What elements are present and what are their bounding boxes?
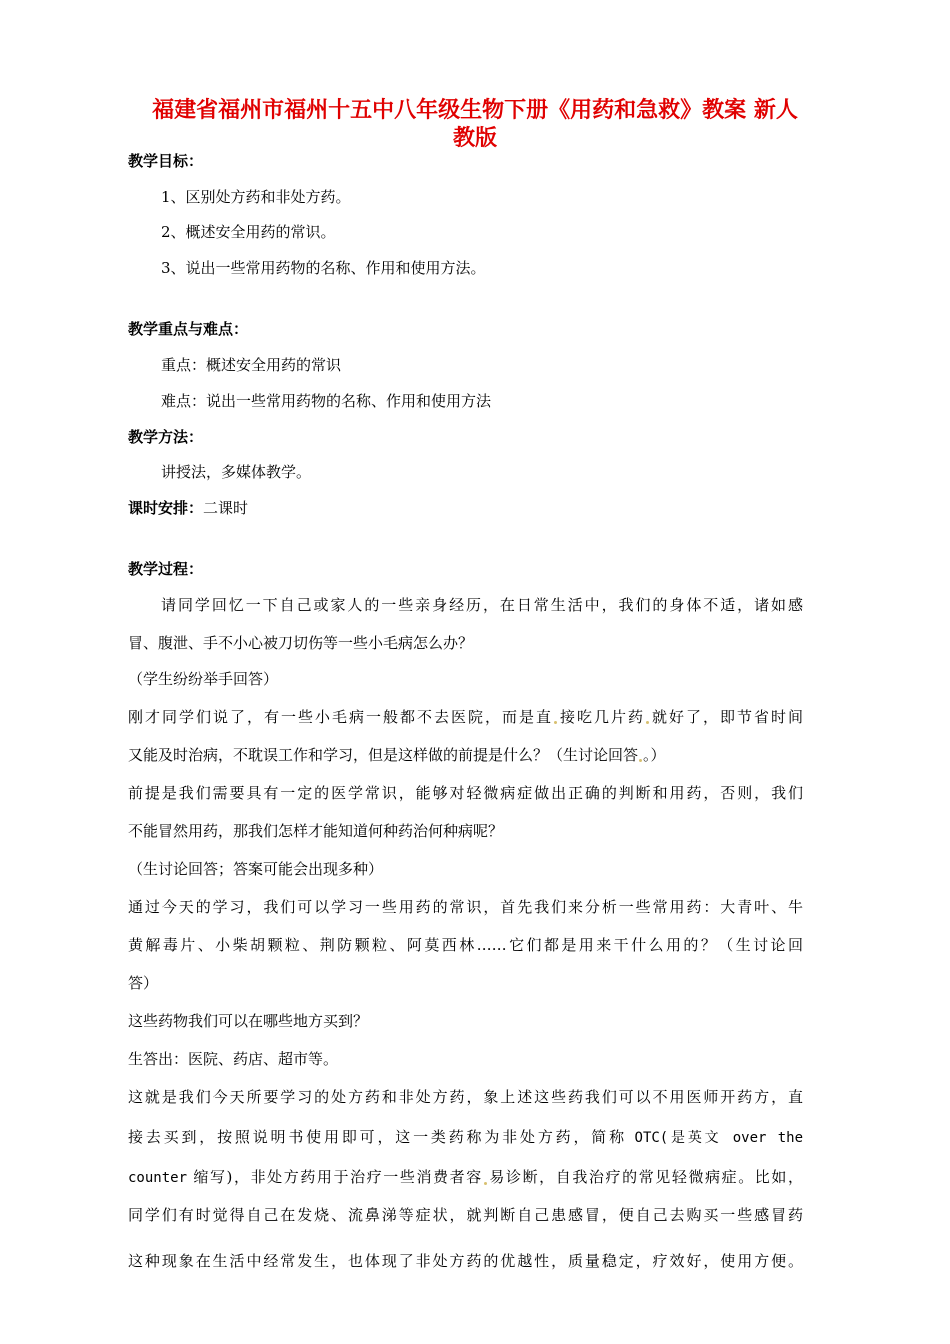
objectives-heading: 教学目标： — [128, 152, 204, 170]
process-paragraph-line — [128, 1127, 803, 1148]
process-paragraph-line: 不能冒然用药，那我们怎样才能知道何种药治何种病呢？ — [128, 822, 504, 840]
process-paragraph-line: 同学们有时觉得自己在发烧、流鼻涕等症状，就判断自己患感冒，便自己去购买一些感冒药 — [128, 1206, 803, 1224]
text-run: OTC(是英文 over the — [634, 1130, 803, 1146]
text-run: 易诊断，自我治疗的常见轻微病症。比如， — [487, 1168, 803, 1186]
process-paragraph-line: （生讨论回答；答案可能会出现多种） — [128, 860, 384, 878]
document-title — [120, 96, 830, 152]
process-paragraph-line: 生答出：医院、药店、超市等。 — [128, 1050, 339, 1068]
key-point-difficulty: 难点：说出一些常用药物的名称、作用和使用方法 — [161, 392, 492, 410]
process-paragraph-line: 这种现象在生活中经常发生，也体现了非处方药的优越性，质量稳定，疗效好，使用方便。 — [128, 1252, 803, 1270]
text-run: 。） — [643, 746, 666, 764]
process-paragraph-line: 这就是我们今天所要学习的处方药和非处方药，象上述这些药我们可以不用医师开药方，直 — [128, 1088, 803, 1106]
method-heading: 教学方法： — [128, 428, 204, 446]
title-line-1: 福建省福州市福州十五中八年级生物下册《用药和急救》教案 新人 — [152, 97, 798, 123]
text-run: 就好了，即节省时间 — [649, 708, 803, 726]
method-text: 讲授法，多媒体教学。 — [161, 463, 312, 481]
schedule-text: 二课时 — [203, 499, 249, 517]
process-paragraph-line: （学生纷纷举手回答） — [128, 670, 279, 688]
mark-dot — [639, 759, 642, 762]
process-paragraph-line — [128, 1167, 803, 1188]
process-paragraph-line — [128, 707, 803, 727]
text-run: 刚才同学们说了，有一些小毛病一般都不去医院，而是直 — [128, 708, 553, 726]
text-run: 接去买到，按照说明书使用即可，这一类药称为非处方药，简称 — [128, 1128, 635, 1146]
process-paragraph-line: 通过今天的学习，我们可以学习一些用药的常识，首先我们来分析一些常用药：大青叶、牛 — [128, 898, 803, 916]
process-paragraph-line: 答） — [128, 974, 159, 992]
text-run: 接吃几片药 — [557, 708, 645, 726]
text-run: 又能及时治病，不耽误工作和学习，但是这样做的前提是什么？（生讨论回答 — [128, 746, 639, 764]
process-paragraph-line: 冒、腹泄、手不小心被刀切伤等一些小毛病怎么办？ — [128, 634, 474, 652]
schedule-line — [128, 498, 248, 518]
objective-item-2: 2、概述安全用药的常识。 — [161, 223, 336, 241]
process-heading: 教学过程： — [128, 560, 204, 578]
objective-item-3: 3、说出一些常用药物的名称、作用和使用方法。 — [161, 259, 486, 277]
mark-dot — [554, 721, 557, 724]
process-paragraph-line: 请同学回忆一下自己或家人的一些亲身经历，在日常生活中，我们的身体不适，诸如感 — [161, 596, 803, 614]
text-run: 缩写)，非处方药用于治疗一些消费者容 — [187, 1168, 483, 1186]
schedule-heading: 课时安排： — [128, 499, 204, 517]
key-point-focus: 重点：概述安全用药的常识 — [161, 356, 342, 374]
process-paragraph-line: 这些药物我们可以在哪些地方买到？ — [128, 1012, 369, 1030]
title-line-2: 教版 — [452, 125, 497, 151]
process-paragraph-line: 黄解毒片、小柴胡颗粒、荆防颗粒、阿莫西林……它们都是用来干什么用的？（生讨论回 — [128, 936, 803, 954]
process-paragraph-line: 前提是我们需要具有一定的医学常识，能够对轻微病症做出正确的判断和用药，否则，我们 — [128, 784, 803, 802]
process-paragraph-line — [128, 745, 666, 765]
mark-dot — [646, 721, 649, 724]
mark-dot — [484, 1182, 487, 1185]
text-run: counter — [128, 1170, 188, 1186]
key-points-heading: 教学重点与难点： — [128, 320, 249, 338]
objective-item-1: 1、区别处方药和非处方药。 — [161, 188, 351, 206]
